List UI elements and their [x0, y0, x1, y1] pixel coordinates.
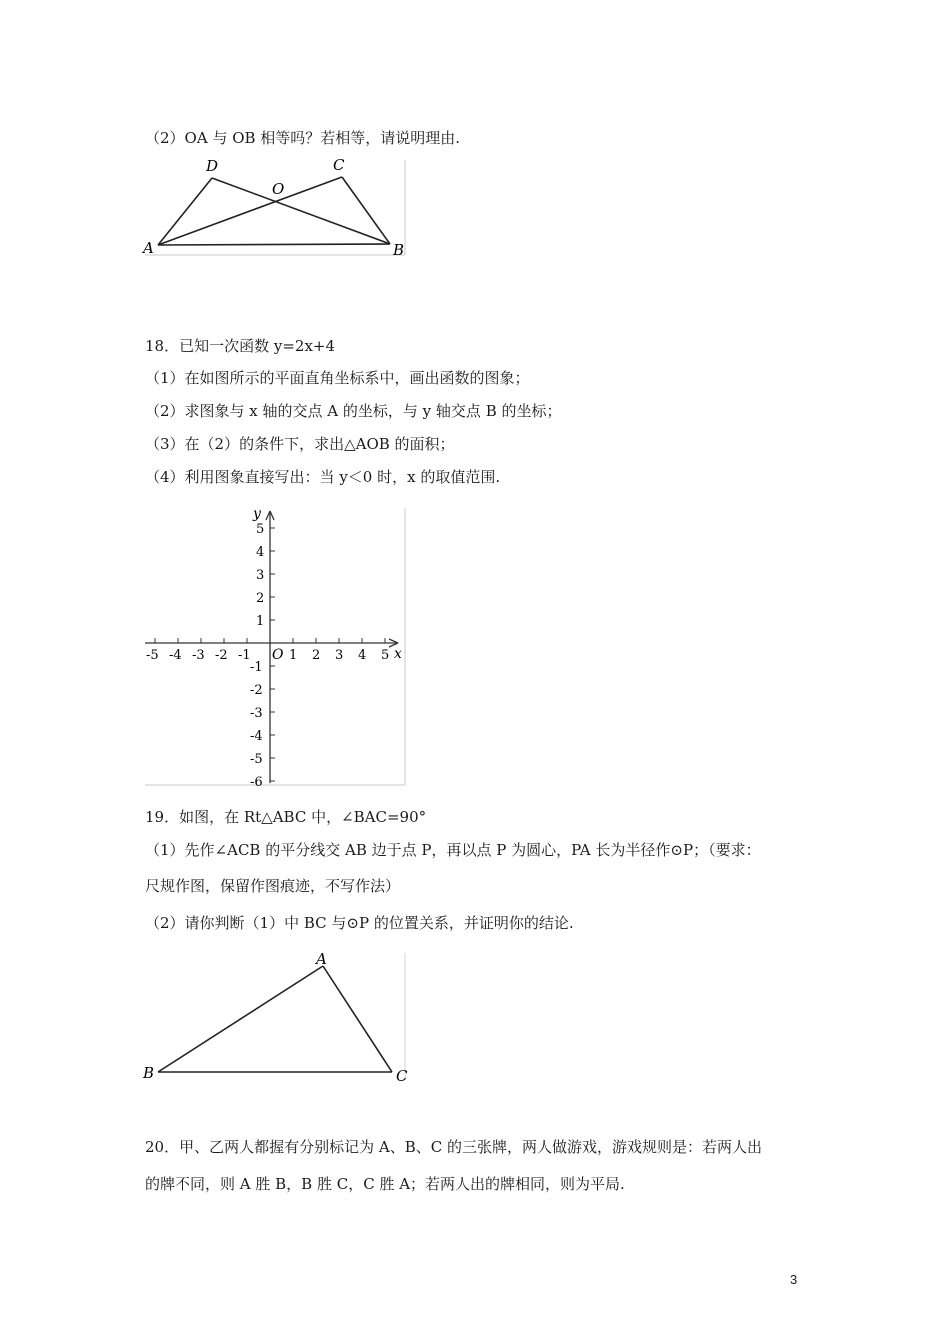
label-A: A — [143, 239, 154, 257]
x-tick-label: -4 — [169, 648, 182, 663]
q18-part3: （3）在（2）的条件下，求出△AOB 的面积； — [145, 435, 455, 453]
q18-part1: （1）在如图所示的平面直角坐标系中，画出函数的图象； — [145, 369, 530, 387]
segment-BA — [158, 966, 323, 1072]
y-tick-label: -4 — [250, 729, 263, 744]
label-A: A — [316, 950, 327, 968]
q19-part1-line1: （1）先作∠ACB 的平分线交 AB 边于点 P，再以点 P 为圆心，PA 长为半径作⊙P；（要求： — [145, 841, 761, 859]
x-axis-label: x — [394, 646, 402, 662]
y-tick-label: 1 — [256, 614, 265, 629]
page-number: 3 — [790, 1272, 798, 1287]
x-tick-label: 4 — [358, 648, 367, 663]
y-tick-label: 4 — [256, 545, 265, 560]
x-tick-label: 1 — [289, 648, 298, 663]
q19-figure — [140, 948, 410, 1088]
label-C: C — [396, 1067, 408, 1085]
y-tick-label: 2 — [256, 591, 265, 606]
x-tick-label: -5 — [146, 648, 159, 663]
y-tick-label: -3 — [250, 706, 263, 721]
label-O: O — [272, 180, 285, 198]
q19-part1-line2: 尺规作图，保留作图痕迹，不写作法） — [145, 877, 401, 895]
origin-label: O — [272, 647, 284, 663]
y-tick-label: -6 — [250, 775, 263, 790]
q20-line1: 20．甲、乙两人都握有分别标记为 A、B、C 的三张牌，两人做游戏，游戏规则是：若两人出 — [145, 1138, 762, 1156]
q19-stem: 19．如图，在 Rt△ABC 中，∠BAC=90° — [145, 808, 427, 826]
y-tick-label: 3 — [256, 568, 265, 583]
label-D: D — [206, 157, 219, 175]
coordinate-plane — [140, 503, 410, 793]
y-tick-label: 5 — [256, 522, 265, 537]
y-tick-label: -1 — [250, 660, 263, 675]
segment-DB — [212, 178, 390, 244]
x-tick-label: 3 — [335, 648, 344, 663]
y-tick-label: -2 — [250, 683, 263, 698]
q20-line2: 的牌不同，则 A 胜 B，B 胜 C，C 胜 A；若两人出的牌相同，则为平局. — [145, 1175, 625, 1193]
y-tick-label: -5 — [250, 752, 263, 767]
label-B: B — [393, 241, 405, 259]
x-tick-label: -1 — [238, 648, 251, 663]
segment-AC — [323, 966, 392, 1072]
segment-AB — [158, 244, 390, 245]
q17-part2: （2）OA 与 OB 相等吗？若相等，请说明理由. — [145, 129, 461, 147]
x-tick-label: 5 — [381, 648, 390, 663]
q18-part2: （2）求图象与 x 轴的交点 A 的坐标，与 y 轴交点 B 的坐标； — [145, 402, 562, 420]
q19-part2: （2）请你判断（1）中 BC 与⊙P 的位置关系，并证明你的结论. — [145, 914, 574, 932]
q18-part4: （4）利用图象直接写出：当 y＜0 时，x 的取值范围. — [145, 468, 501, 486]
x-tick-label: 2 — [312, 648, 321, 663]
y-axis-label: y — [253, 506, 261, 522]
q17-figure — [140, 155, 410, 260]
label-C: C — [333, 156, 345, 174]
x-tick-label: -3 — [192, 648, 205, 663]
label-B: B — [143, 1064, 155, 1082]
x-tick-label: -2 — [215, 648, 228, 663]
q18-stem: 18．已知一次函数 y=2x+4 — [145, 337, 336, 355]
segment-CB — [342, 177, 390, 244]
